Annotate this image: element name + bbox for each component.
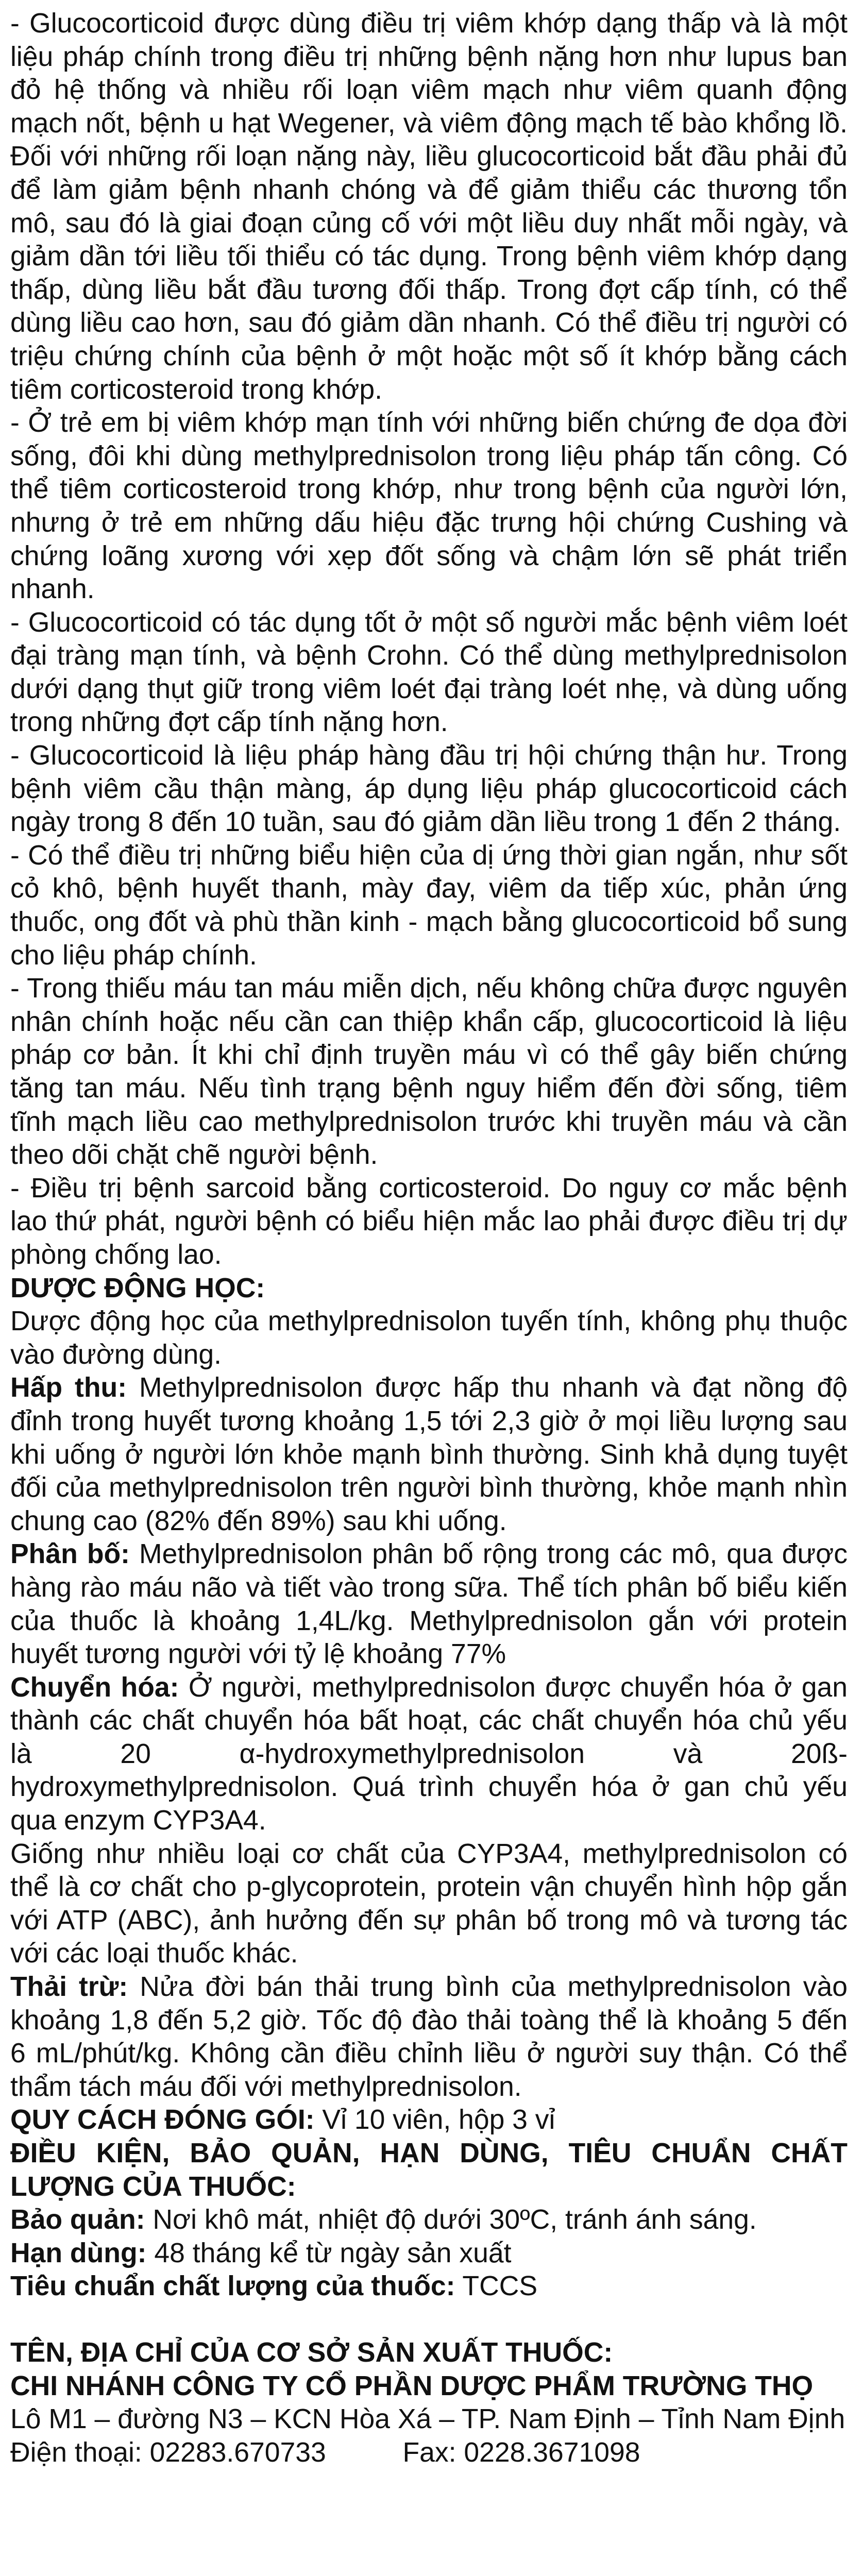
distribution-paragraph [10,1538,848,1671]
pharmacokinetics-intro: Dược động học của methylprednisolon tuyến tính, không phụ thuộc vào đường dùng. [10,1306,848,1370]
absorption-text: Methylprednisolon được hấp thu nhanh và đạt nồng độ đỉnh trong huyết tương khoảng 1,5 tới 2,3 giờ ở mọi liều lượng sau khi uống ở người lớn khỏe mạnh bình thường. Sinh khả dụng tuyệt đối của methylprednisolon trên người bình thường, khỏe mạnh nhìn chung cao (82% đến 89%) sau khi uống. [10,1372,848,1536]
storage-heading: ĐIỀU KIỆN, BẢO QUẢN, HẠN DÙNG, TIÊU CHUẨN CHẤT LƯỢNG CỦA THUỐC: [10,2138,848,2202]
packing-text: Vỉ 10 viên, hộp 3 vỉ [314,2105,555,2136]
absorption-label: Hấp thu: [10,1372,127,1403]
manufacturer-address: Lô M1 – đường N3 – KCN Hòa Xá – TP. Nam Định – Tỉnh Nam Định [10,2404,845,2435]
metabolism-text: Ở người, methylprednisolon được chuyển hóa ở gan thành các chất chuyển hóa bất hoạt, các chất chuyển hóa chủ yếu là 20 α-hydroxymethylprednisolon và 20ß- hydroxymethylprednisolon. Quá trình chuyển hóa ở gan chủ yếu qua enzym CYP3A4. [10,1672,848,1836]
standard-paragraph [10,2270,848,2303]
distribution-text: Methylprednisolon phân bố rộng trong các mô, qua được hàng rào máu não và tiết vào trong sữa. Thể tích phân bố biểu kiến của thuốc là khoảng 1,4L/kg. Methylprednisolon gắn với protein huyết tương người với tỷ lệ khoảng 77% [10,1539,848,1670]
indication-paragraph-allergy: - Có thể điều trị những biểu hiện của dị ứng thời gian ngắn, như sốt cỏ khô, bệnh huyết thanh, mày đay, viêm da tiếp xúc, phản ứng thuốc, ong đốt và phù thần kinh - mạch bằng glucocorticoid bổ sung cho liệu pháp chính. [10,840,848,971]
pharmacokinetics-heading: DƯỢC ĐỘNG HỌC: [10,1273,265,1303]
expiry-text: 48 tháng kể từ ngày sản xuất [146,2238,512,2268]
storage-label: Bảo quản: [10,2205,145,2235]
expiry-paragraph [10,2237,848,2270]
metabolism-paragraph [10,1671,848,1838]
manufacturer-name: CHI NHÁNH CÔNG TY CỔ PHẦN DƯỢC PHẨM TRƯỜNG THỌ [10,2370,814,2401]
phone-number: Điện thoại: 02283.670733 [10,2437,326,2468]
indication-paragraph-anemia: - Trong thiếu máu tan máu miễn dịch, nếu không chữa được nguyên nhân chính hoặc nếu cần can thiệp khẩn cấp, glucocorticoid là liệu pháp cơ bản. Ít khi chỉ định truyền máu vì có thể gây biến chứng tăng tan máu. Nếu tình trạng bệnh nguy hiểm đến đời sống, tiêm tĩnh mạch liều cao methylprednisolon trước khi truyền máu và cần theo dõi chặt chẽ người bệnh. [10,973,848,1171]
storage-paragraph [10,2204,848,2237]
absorption-paragraph [10,1371,848,1538]
document-body [10,7,848,2469]
indication-paragraph-colitis: - Glucocorticoid có tác dụng tốt ở một số người mắc bệnh viêm loét đại tràng mạn tính, và bệnh Crohn. Có thể dùng methylprednisolon dưới dạng thụt giữ trong viêm loét đại tràng loét nhẹ, và dùng uống trong những đợt cấp tính nặng hơn. [10,607,848,738]
cut-off-top-line [0,0,845,1]
indication-paragraph-sarcoid: - Điều trị bệnh sarcoid bằng corticosteroid. Do nguy cơ mắc bệnh lao thứ phát, người bệnh có biểu hiện mắc lao phải được điều trị dự phòng chống lao. [10,1173,848,1270]
metabolism-label: Chuyển hóa: [10,1672,179,1703]
packing-label: QUY CÁCH ĐÓNG GÓI: [10,2105,315,2136]
standard-label: Tiêu chuẩn chất lượng của thuốc: [10,2271,455,2302]
indication-paragraph-children: - Ở trẻ em bị viêm khớp mạn tính với những biến chứng đe dọa đời sống, đôi khi dùng methylprednisolon trong liệu pháp tấn công. Có thể tiêm corticosteroid trong khớp, như trong bệnh của người lớn, nhưng ở trẻ em những dấu hiệu đặc trưng hội chứng Cushing và chứng loãng xương với xẹp đốt sống và chậm lớn sẽ phát triển nhanh. [10,408,848,605]
elimination-text: Nửa đời bán thải trung bình của methylprednisolon vào khoảng 1,8 đến 5,2 giờ. Tốc độ đào thải toàng thể là khoảng 5 đến 6 mL/phút/kg. Không cần điều chỉnh liều ở người suy thận. Có thể thẩm tách máu đối với methylprednisolon. [10,1972,848,2102]
elimination-label: Thải trừ: [10,1972,128,2003]
storage-text: Nơi khô mát, nhiệt độ dưới 30ºC, tránh ánh sáng. [145,2205,757,2235]
packing-paragraph [10,2104,848,2137]
expiry-label: Hạn dùng: [10,2238,147,2268]
indication-paragraph-nephrotic: - Glucocorticoid là liệu pháp hàng đầu trị hội chứng thận hư. Trong bệnh viêm cầu thận màng, áp dụng liệu pháp glucocorticoid cách ngày trong 8 đến 10 tuần, sau đó giảm dần liều trong 1 đến 2 tháng. [10,740,848,838]
metabolism-paragraph-2: Giống như nhiều loại cơ chất của CYP3A4, methylprednisolon có thể là cơ chất cho p-glycoprotein, protein vận chuyển hình hộp gắn với ATP (ABC), ảnh hưởng đến sự phân bố trong mô và tương tác với các loại thuốc khác. [10,1838,848,1969]
indication-paragraph-rheumatoid: - Glucocorticoid được dùng điều trị viêm khớp dạng thấp và là một liệu pháp chính trong điều trị những bệnh nặng hơn như lupus ban đỏ hệ thống và nhiều rối loạn viêm mạch như viêm quanh động mạch nốt, bệnh u hạt Wegener, và viêm động mạch tế bào khổng lồ. Đối với những rối loạn nặng này, liều glucocorticoid bắt đầu phải đủ để làm giảm bệnh nhanh chóng và để giảm thiểu các thương tổn mô, sau đó là giai đoạn củng cố với một liều duy nhất mỗi ngày, và giảm dần tới liều tối thiểu có tác dụng. Trong bệnh viêm khớp dạng thấp, dùng liều bắt đầu tương đối thấp. Trong đợt cấp tính, có thể dùng liều cao hơn, sau đó giảm dần nhanh. Có thể điều trị người có triệu chứng chính của bệnh ở một hoặc một số ít khớp bằng cách tiêm corticosteroid trong khớp. [10,8,848,405]
contact-line [10,2436,848,2470]
elimination-paragraph [10,1971,848,2104]
distribution-label: Phân bố: [10,1539,130,1570]
standard-text: TCCS [455,2271,538,2302]
manufacturer-heading: TÊN, ĐỊA CHỈ CỦA CƠ SỞ SẢN XUẤT THUỐC: [10,2337,613,2368]
fax-number: Fax: 0228.3671098 [402,2437,640,2468]
section-gap [10,2303,848,2336]
